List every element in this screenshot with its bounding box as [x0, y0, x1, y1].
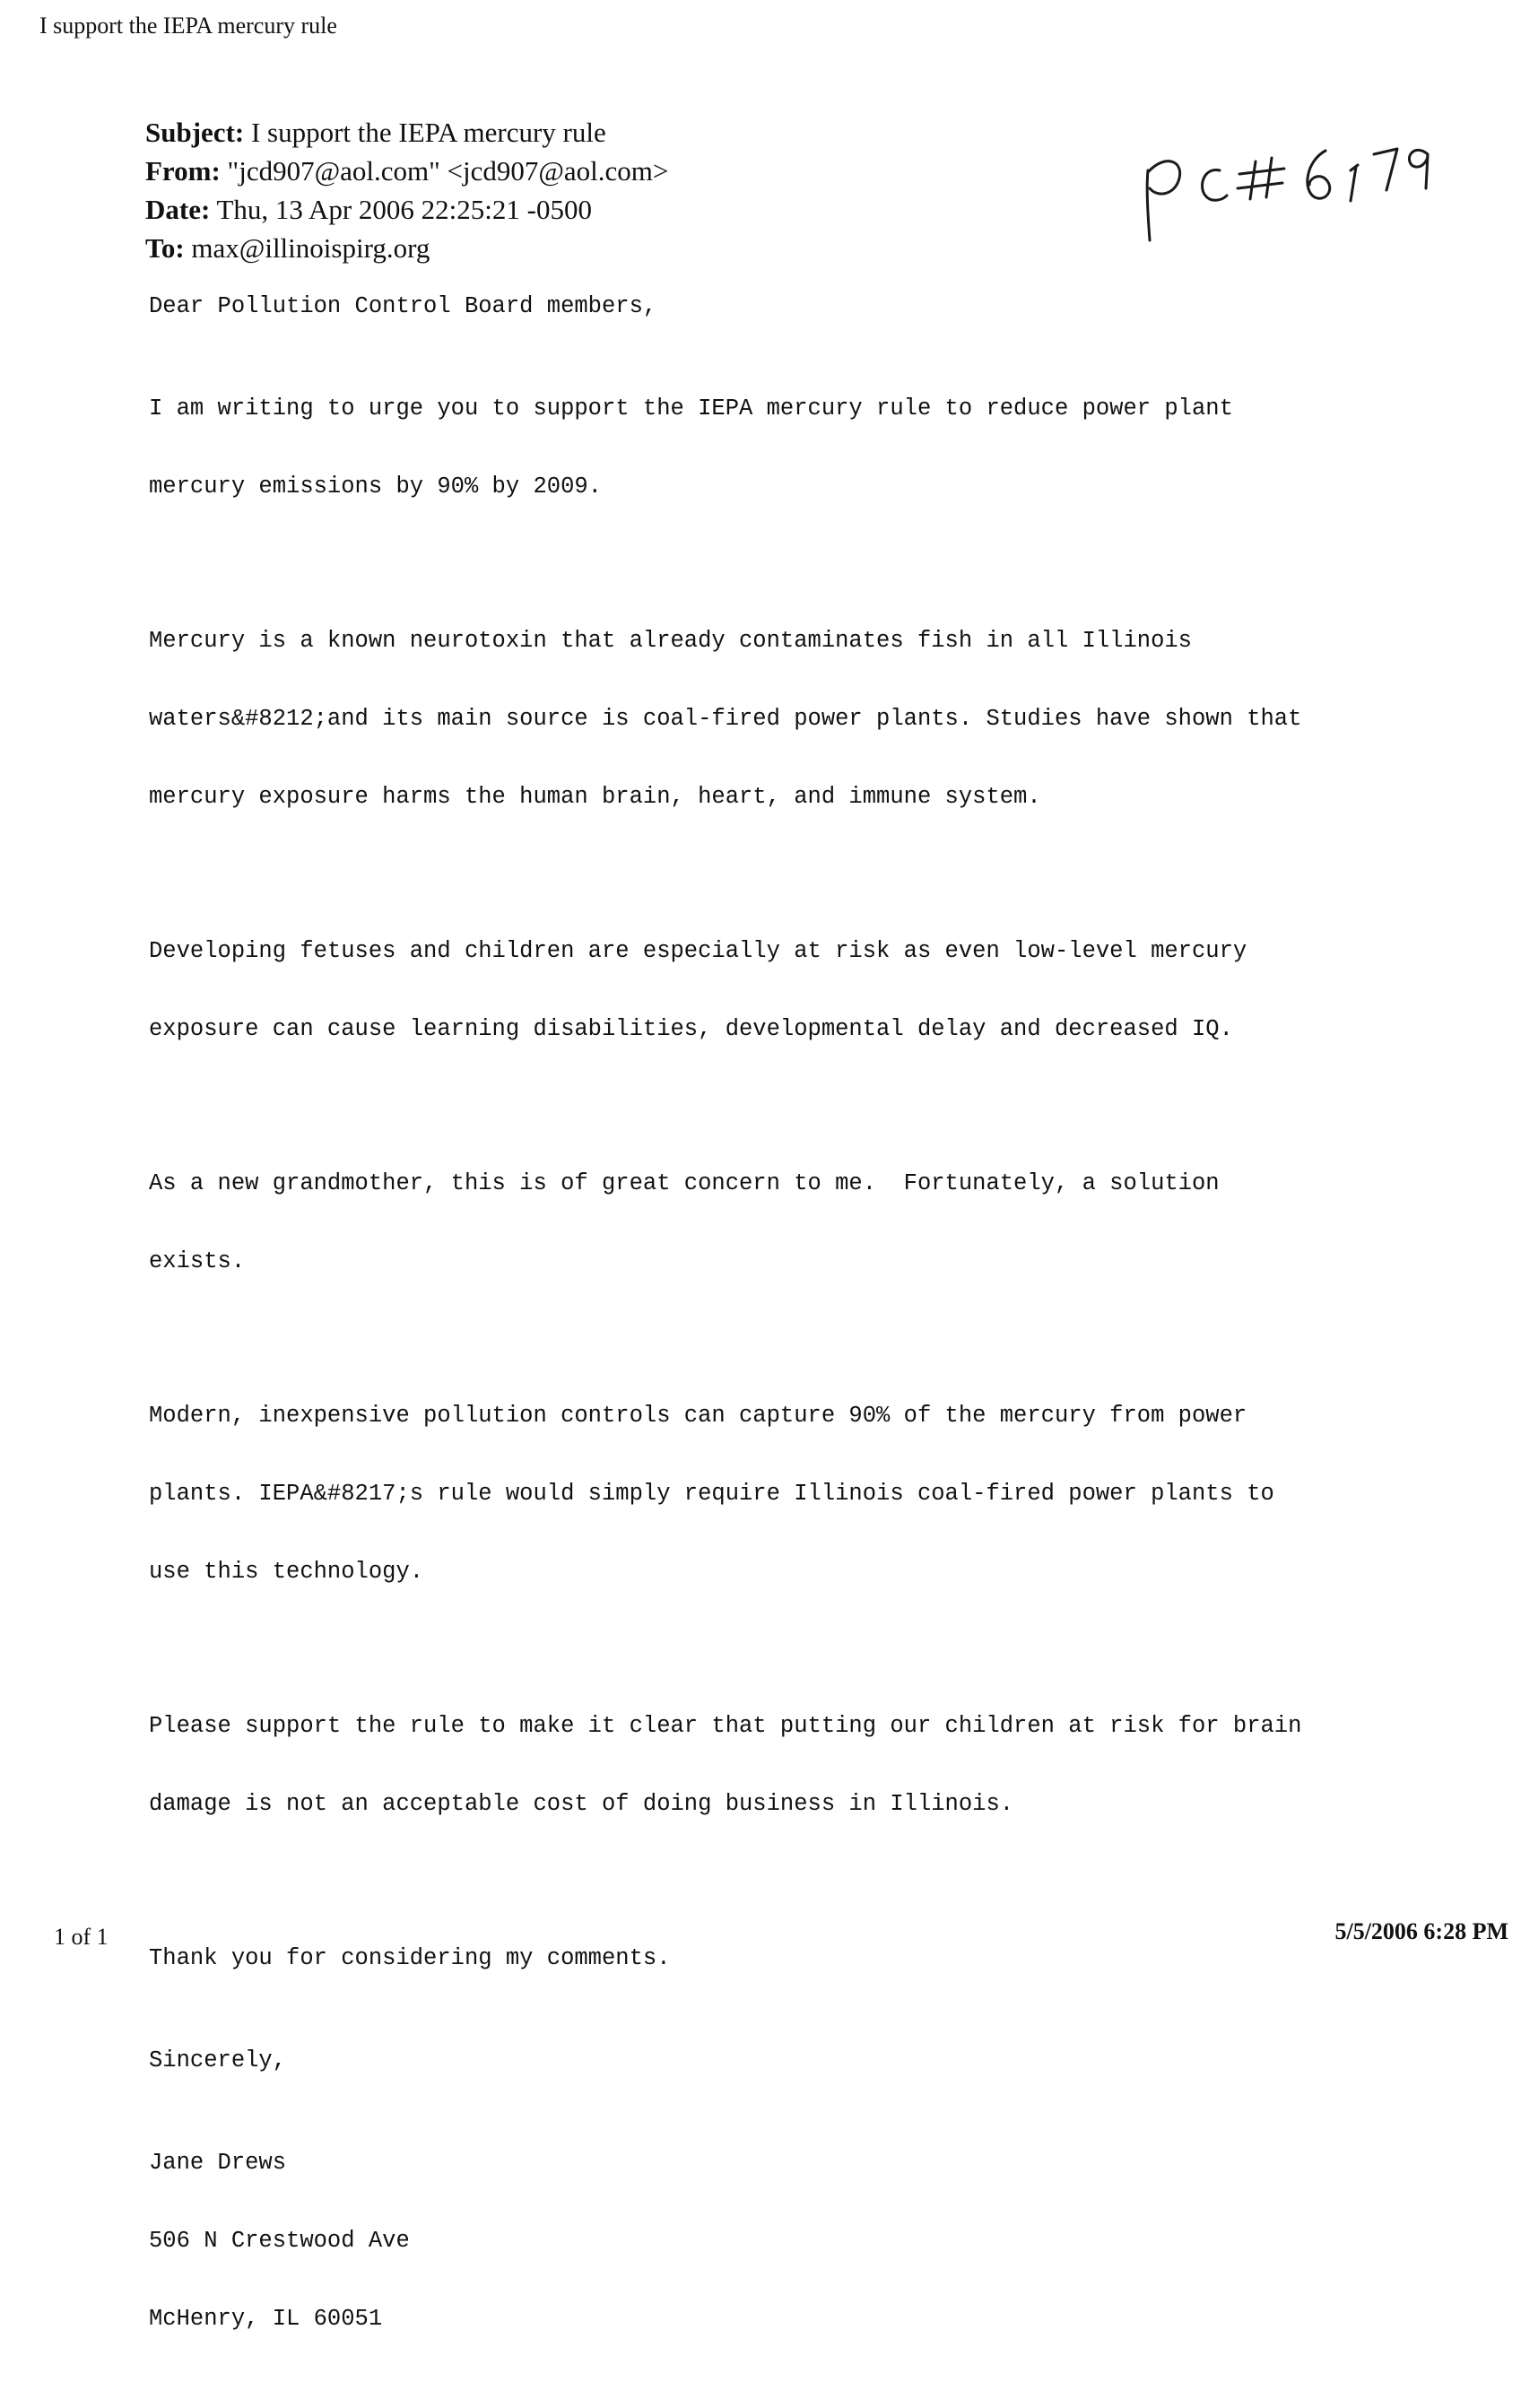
- body-line: As a new grandmother, this is of great concern to me. Fortunately, a solution: [149, 1170, 1220, 1196]
- body-paragraph-6: [149, 1661, 1422, 1869]
- to-value: max@illinoispirg.org: [191, 232, 430, 264]
- body-line: use this technology.: [149, 1559, 424, 1585]
- signature-city: McHenry, IL 60051: [149, 2306, 383, 2332]
- subject-line: [145, 113, 668, 152]
- from-line: [145, 152, 668, 190]
- handwritten-pc-number: [1139, 135, 1435, 251]
- date-label: Date:: [145, 194, 211, 225]
- signature-block: [149, 2098, 1422, 2384]
- to-line: [145, 229, 668, 267]
- body-paragraph-5: [149, 1351, 1422, 1637]
- body-line: Please support the rule to make it clear that putting our children at risk for brain: [149, 1713, 1302, 1739]
- body-paragraph-7: [149, 1893, 1422, 2023]
- email-headers: [145, 113, 668, 267]
- handwritten-pc-number-drawing: [1139, 135, 1435, 251]
- body-line: exists.: [149, 1248, 246, 1274]
- body-paragraph-4: [149, 1118, 1422, 1326]
- date-line: [145, 190, 668, 229]
- body-line: Modern, inexpensive pollution controls can capture 90% of the mercury from power: [149, 1403, 1247, 1429]
- body-line: exposure can cause learning disabilities, developmental delay and decreased IQ.: [149, 1016, 1233, 1042]
- body-paragraph-2: [149, 576, 1422, 862]
- body-line: waters&#8212;and its main source is coal-fired power plants. Studies have shown that: [149, 706, 1302, 732]
- body-line: mercury emissions by 90% by 2009.: [149, 474, 602, 500]
- body-line: Developing fetuses and children are especially at risk as even low-level mercury: [149, 938, 1247, 964]
- body-line: damage is not an acceptable cost of doing business in Illinois.: [149, 1791, 1014, 1817]
- from-label: From:: [145, 155, 221, 187]
- salutation: Dear Pollution Control Board members,: [149, 293, 657, 319]
- email-body: [149, 293, 1422, 2408]
- body-paragraph-1: [149, 343, 1422, 552]
- page-count: 1 of 1: [54, 1924, 109, 1950]
- subject-value: I support the IEPA mercury rule: [250, 117, 606, 148]
- signature-street: 506 N Crestwood Ave: [149, 2228, 410, 2254]
- from-value: "jcd907@aol.com" <jcd907@aol.com>: [227, 155, 669, 187]
- body-line: Thank you for considering my comments.: [149, 1945, 671, 1971]
- printed-timestamp: 5/5/2006 6:28 PM: [1334, 1918, 1508, 1944]
- body-paragraph-3: [149, 886, 1422, 1094]
- page-header-title: I support the IEPA mercury rule: [39, 13, 337, 39]
- signature-name: Jane Drews: [149, 2150, 287, 2176]
- subject-label: Subject:: [145, 117, 245, 148]
- body-line: mercury exposure harms the human brain, heart, and immune system.: [149, 784, 1041, 810]
- date-value: Thu, 13 Apr 2006 22:25:21 -0500: [216, 194, 592, 225]
- body-line: Mercury is a known neurotoxin that already contaminates fish in all Illinois: [149, 628, 1192, 654]
- body-line: I am writing to urge you to support the IEPA mercury rule to reduce power plant: [149, 396, 1233, 422]
- body-line: plants. IEPA&#8217;s rule would simply require Illinois coal-fired power plants to: [149, 1481, 1274, 1507]
- closing: Sincerely,: [149, 2047, 287, 2073]
- to-label: To:: [145, 232, 185, 264]
